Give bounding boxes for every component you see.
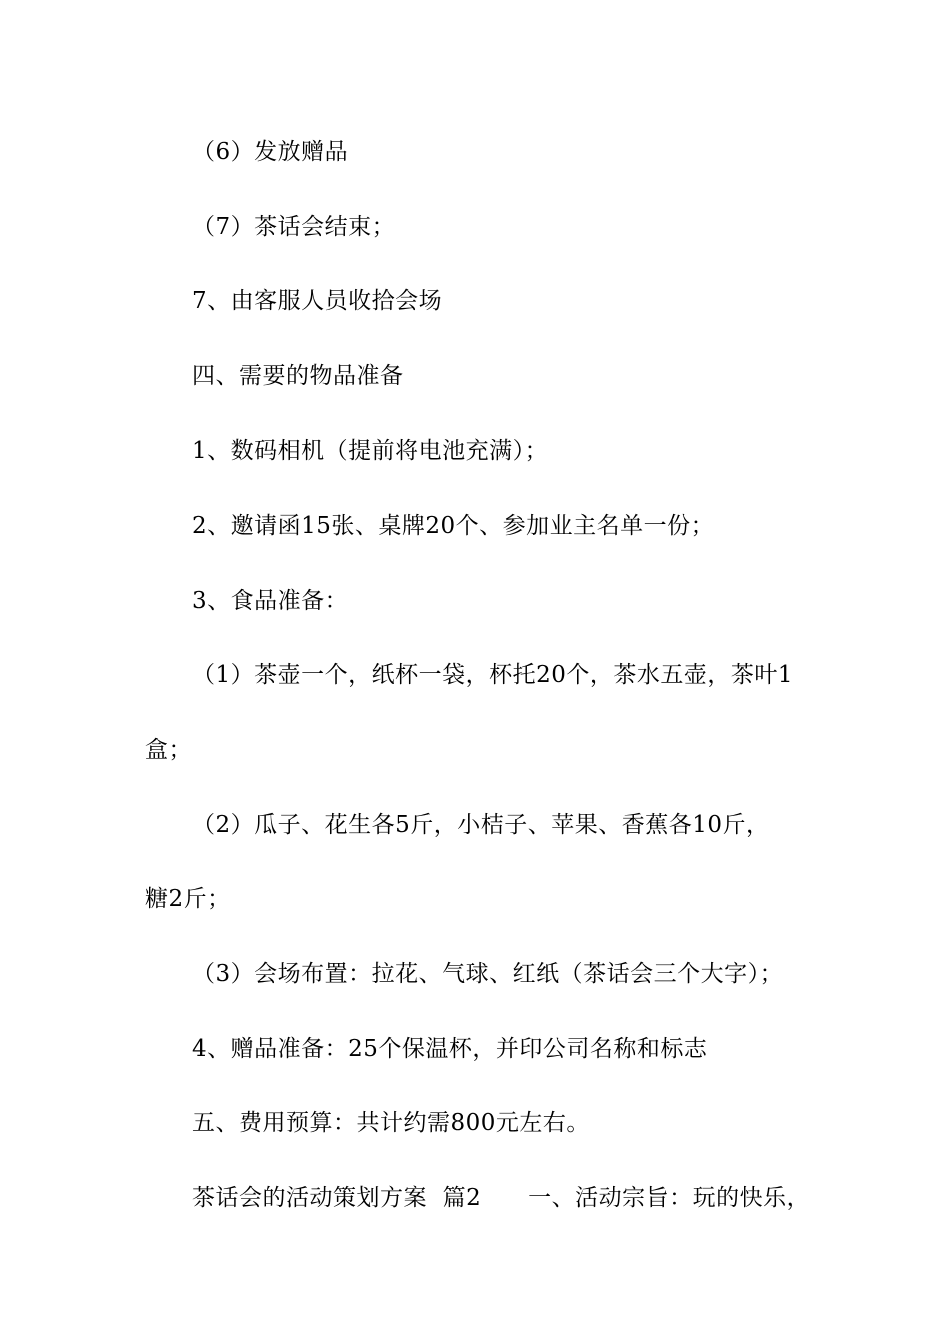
paragraph-line: 7、由客服人员收拾会场: [192, 288, 443, 314]
paragraph-line: （1）茶壶一个，纸杯一袋，杯托20个，茶水五壶，茶叶1: [192, 662, 794, 688]
paragraph-line: 1、数码相机（提前将电池充满）；: [192, 438, 549, 464]
paragraph-line: （3）会场布置：拉花、气球、红纸（茶话会三个大字）；: [192, 961, 784, 987]
paragraph-line: （6）发放赠品: [192, 139, 349, 165]
paragraph-line: 盒；: [145, 737, 192, 763]
paragraph-line: （2）瓜子、花生各5斤，小桔子、苹果、香蕉各10斤，: [192, 812, 770, 838]
paragraph-line: （7）茶话会结束；: [192, 214, 396, 240]
paragraph-line: 茶话会的活动策划方案 篇2 一、活动宗旨：玩的快乐，: [192, 1185, 811, 1211]
section-heading: 四、需要的物品准备: [192, 363, 404, 389]
paragraph-line: 3、食品准备：: [192, 588, 349, 614]
paragraph-line: 2、邀请函15张、桌牌20个、参加业主名单一份；: [192, 513, 715, 539]
paragraph-line: 4、赠品准备：25个保温杯，并印公司名称和标志: [192, 1036, 708, 1062]
paragraph-line: 糖2斤；: [145, 886, 231, 912]
section-heading: 五、费用预算：共计约需800元左右。: [192, 1110, 590, 1136]
